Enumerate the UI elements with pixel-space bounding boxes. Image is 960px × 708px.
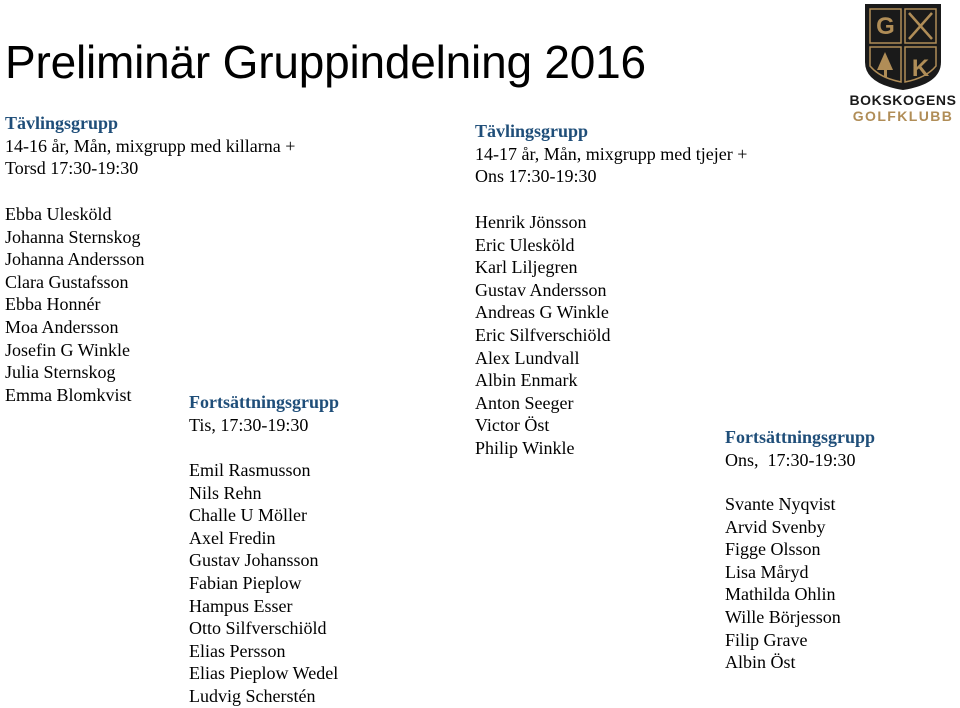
member-name: Filip Grave [725,629,808,650]
member-name: Anton Seeger [475,392,574,413]
member-name: Elias Pieplow Wedel [189,663,339,684]
group-d-members [725,493,841,674]
logo-name-line1: BOKSKOGENS [849,92,957,108]
group-c-description: 14-17 år, Mån, mixgrupp med tjejer + [475,143,748,164]
group-d-header [725,426,875,471]
member-name: Axel Fredin [189,527,276,548]
member-name: Andreas G Winkle [475,302,609,323]
member-name: Elias Persson [189,640,286,661]
group-d-schedule: Ons, 17:30-19:30 [725,449,856,470]
group-b-schedule: Tis, 17:30-19:30 [189,414,309,435]
member-name: Clara Gustafsson [5,271,129,292]
group-a-header [5,112,295,180]
member-name: Johanna Andersson [5,249,145,270]
group-a-description: 14-16 år, Mån, mixgrupp med killarna + [5,135,296,156]
member-name: Julia Sternskog [5,362,116,383]
member-name: Svante Nyqvist [725,494,836,514]
group-b-header [189,391,339,436]
member-name: Wille Börjesson [725,606,841,627]
club-logo [846,0,960,126]
group-b-members [189,459,338,708]
group-c-members [475,211,610,460]
member-name: Hampus Esser [189,595,293,616]
group-a-members [5,203,144,406]
member-name: Ludvig Scherstén [189,685,316,706]
member-name: Emma Blomkvist [5,384,132,405]
group-b-heading: Fortsättningsgrupp [189,392,340,412]
member-name: Josefin G Winkle [5,339,130,360]
member-name: Ebba Honnér [5,294,101,315]
member-name: Arvid Svenby [725,516,826,537]
crest-letter-k: K [911,55,930,82]
member-name: Challe U Möller [189,505,307,526]
member-name: Albin Enmark [475,370,578,391]
member-name: Emil Rasmusson [189,460,311,480]
member-name: Alex Lundvall [475,347,580,368]
member-name: Henrik Jönsson [475,212,587,232]
member-name: Eric Ulesköld [475,234,575,255]
member-name: Victor Öst [475,415,550,436]
member-name: Albin Öst [725,652,796,673]
group-c-header [475,120,747,188]
group-d-heading: Fortsättningsgrupp [725,427,876,447]
crest-letter-g: G [876,13,895,40]
group-a-schedule: Torsd 17:30-19:30 [5,158,139,179]
member-name: Eric Silfverschiöld [475,324,611,345]
member-name: Lisa Måryd [725,561,809,582]
member-name: Otto Silfverschiöld [189,618,327,639]
logo-name-line2: GOLFKLUBB [852,108,954,124]
member-name: Fabian Pieplow [189,572,302,593]
member-name: Gustav Johansson [189,550,319,571]
member-name: Philip Winkle [475,437,575,458]
member-name: Karl Liljegren [475,257,578,278]
member-name: Nils Rehn [189,482,262,503]
page-title: Preliminär Gruppindelning 2016 [5,36,646,88]
group-a-heading: Tävlingsgrupp [5,113,119,133]
group-c-heading: Tävlingsgrupp [475,121,589,141]
crest-letters [846,0,960,92]
member-name: Figge Olsson [725,539,821,560]
member-name: Ebba Ulesköld [5,204,112,224]
member-name: Gustav Andersson [475,279,607,300]
group-c-schedule: Ons 17:30-19:30 [475,166,597,187]
member-name: Johanna Sternskog [5,226,141,247]
member-name: Mathilda Ohlin [725,584,836,605]
member-name: Moa Andersson [5,316,119,337]
